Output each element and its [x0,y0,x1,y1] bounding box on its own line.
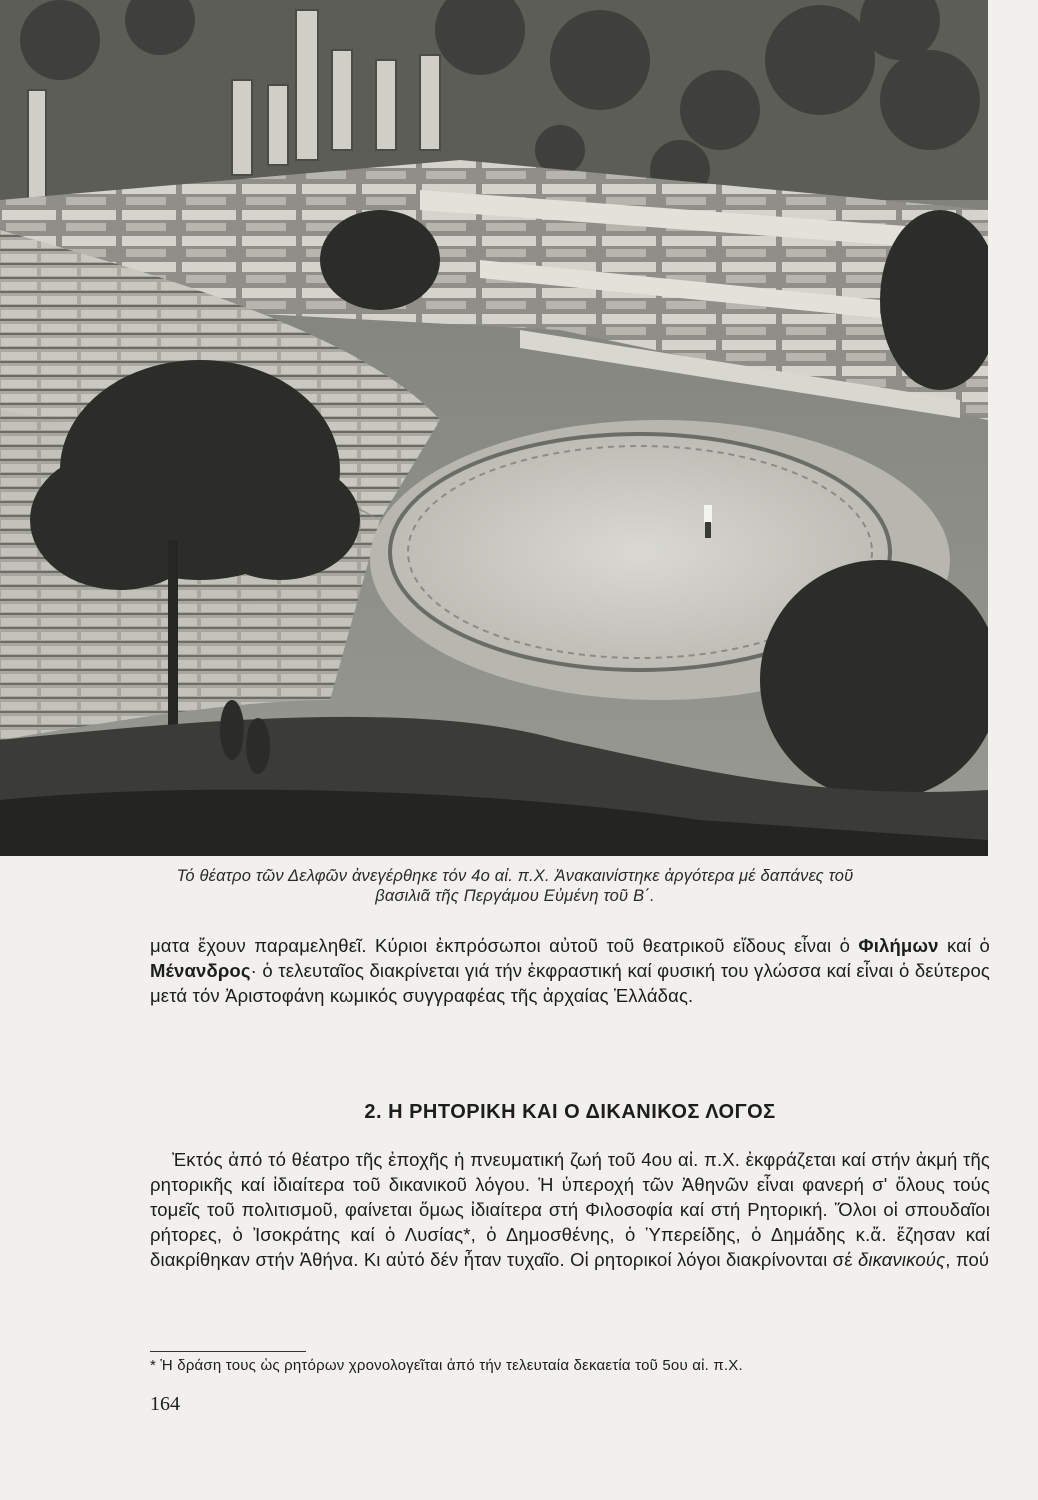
para1-text-2: καί ὁ [938,935,990,956]
paragraph-comedy [150,933,990,1008]
para1-text-3: · ὁ τελευταῖος διακρίνεται γιά τήν ἐκφραστική καί φυσική του γλώσσα καί εἶναι ὁ δεύτερος μετά τόν Ἀριστοφάνη κωμικός συγγραφέας τῆς ἀρχαίας Ἑλλάδας. [150,960,990,1006]
para1-text-1: ματα ἔχουν παραμεληθεῖ. Κύριοι ἐκπρόσωποι αὐτοῦ τοῦ θεατρικοῦ εἴδους εἶναι ὁ [150,935,859,956]
footnote-divider [150,1351,306,1352]
name-philemon: Φιλήμων [858,935,939,956]
paragraph-rhetoric [150,1147,990,1272]
para2-text-1: Ἐκτός ἀπό τό θέατρο τῆς ἐποχῆς ἡ πνευματική ζωή τοῦ 4ου αἰ. π.Χ. ἐκφράζεται καί στήν ἀκμή τῆς ρητορικῆς καί ἰδιαίτερα τοῦ δικανικοῦ λόγου. Ἡ ὑπεροχή τῶν Ἀθηνῶν εἶναι φανερή σ' ὅλους τούς τομεῖς τοῦ πολιτισμοῦ, φαίνεται ὅμως ἰδιαίτερα στή Φιλοσοφία καί στή Ρητορική. Ὅλοι οἱ σπουδαῖοι ρήτορες, ὁ Ἰσοκράτης καί ὁ Λυσίας*, ὁ Δημοσθένης, ὁ Ὑπερείδης, ὁ Δημάδης κ.ἄ. ἔζησαν καί διακρίθηκαν στήν Ἀθήνα. Κι αὐτό δέν ἦταν τυχαῖο. Οἱ ρητορικοί λόγοι διακρίνονται σέ [150,1149,990,1270]
term-dikanikous: δικανικούς [857,1249,946,1270]
section-heading: 2. Η ΡΗΤΟΡΙΚΗ ΚΑΙ Ο ΔΙΚΑΝΙΚΟΣ ΛΟΓΟΣ [364,1101,776,1123]
footnote: * Ἡ δράση τους ὡς ρητόρων χρονολογεῖται ἀπό τήν τελευταία δεκαετία τοῦ 5ου αἰ. π.Χ. [150,1357,743,1374]
caption-line-2: βασιλιᾶ τῆς Περγάμου Εὐμένη τοῦ Β΄. [375,887,655,905]
para2-text-2: , πού [945,1249,990,1270]
name-menander: Μένανδρος [150,960,251,981]
caption-line-1: Τό θέατρο τῶν Δελφῶν ἀνεγέρθηκε τόν 4ο αἰ. π.Χ. Ἀνακαινίστηκε ἀργότερα μέ δαπάνες τοῦ [176,867,854,885]
photo-caption [100,866,930,906]
page-number: 164 [150,1393,180,1415]
